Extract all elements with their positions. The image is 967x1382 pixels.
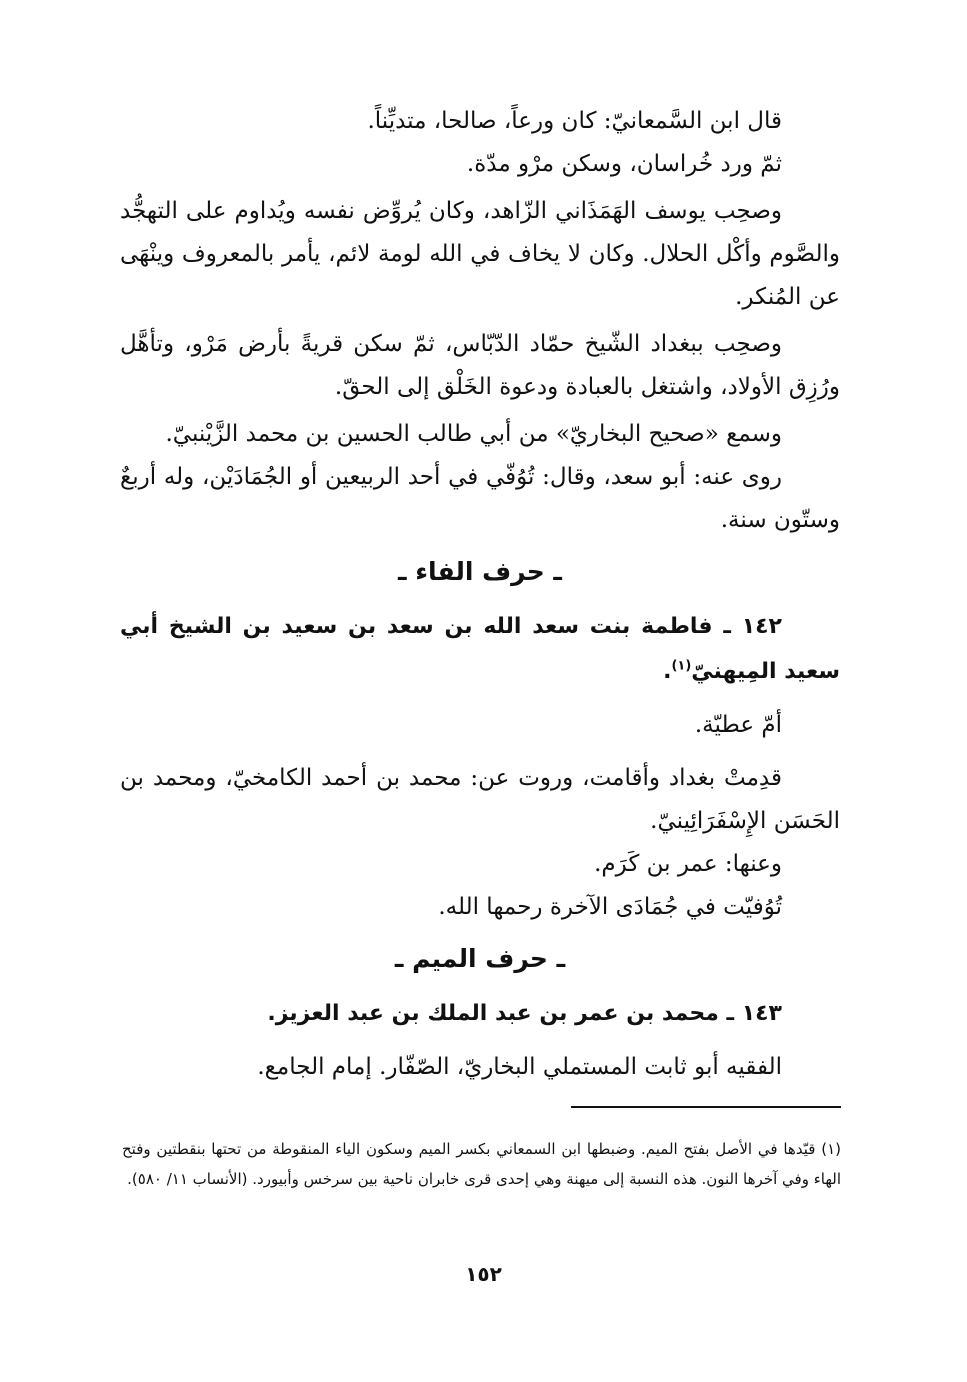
section-heading-mim: ـ حرف الميم ـ (394, 944, 566, 973)
section-heading-fa: ـ حرف الفاء ـ (398, 557, 562, 586)
body-paragraph-2: ثمّ ورد خُراسان، وسكن مرْو مدّة. (466, 151, 782, 177)
body-paragraph-5: وسمع «صحيح البخاريّ» من أبي طالب الحسين بن محمد الزَّيْنبيّ. (165, 421, 782, 447)
page-number: ١٥٢ (465, 1262, 502, 1286)
entry-title-142-text: ١٤٢ ـ فاطمة بنت سعد الله بن سعد بن سعيد بن الشيخ أبي سعيد المِيهنيّ (120, 614, 840, 684)
footnote: (١) قيّدها في الأصل بفتح الميم. وضبطها ابن السمعاني بكسر الميم وسكون الياء المنقوطة من تحتها بنقطتين وفتح الهاء وفي آخرها النون. هذه النسبة إلى ميهنة وهي إحدى قرى خابران ناحية بين سرخس وأبيورد. (الأنساب ١١/ ٥٨٠). (122, 1140, 841, 1188)
body-paragraph-1: قال ابن السَّمعانيّ: كان ورعاً، صالحا، متديِّناً. (367, 108, 782, 134)
mim-paragraph-1: الفقيه أبو ثابت المستملي البخاريّ، الصّفّار. إمام الجامع. (257, 1054, 782, 1080)
body-paragraph-4: وصحِب ببغداد الشّيخ حمّاد الدّبّاس، ثمّ سكن قريةً بأرض مَرْو، وتأهَّل ورُزِق الأولاد، واشتغل بالعبادة ودعوة الخَلْق إلى الحقّ. (120, 331, 840, 400)
footnote-ref[interactable]: (١) (671, 658, 692, 674)
footnote-separator (571, 1106, 841, 1108)
body-paragraph-6: روى عنه: أبو سعد، وقال: تُوُفّي في أحد الربيعين أو الجُمَادَيْن، وله أربعٌ وستّون سنة. (120, 464, 840, 533)
entry-title-142-end: . (663, 659, 672, 684)
fa-paragraph-4: تُوُفيّت في جُمَادَى الآخرة رحمها الله. (438, 894, 782, 920)
entry-title-143: ١٤٣ ـ محمد بن عمر بن عبد الملك بن عبد العزيز. (267, 1001, 782, 1026)
fa-paragraph-1: أمّ عطيّة. (694, 712, 782, 738)
body-paragraph-3: وصحِب يوسف الهَمَذَاني الزّاهد، وكان يُروِّض نفسه ويُداوم على التهجُّد والصَّوم وأكْل الحلال. وكان لا يخاف في الله لومة لائم، يأمر بالمعروف وينْهَى عن المُنكر. (120, 198, 840, 310)
fa-paragraph-3: وعنها: عمر بن كَرَم. (594, 851, 782, 877)
entry-title-142 (120, 604, 840, 694)
fa-paragraph-2: قدِمتْ بغداد وأقامت، وروت عن: محمد بن أحمد الكامخيّ، ومحمد بن الحَسَن الإِسْفَرَائِينيّ. (120, 765, 840, 834)
page-body (120, 100, 840, 1089)
